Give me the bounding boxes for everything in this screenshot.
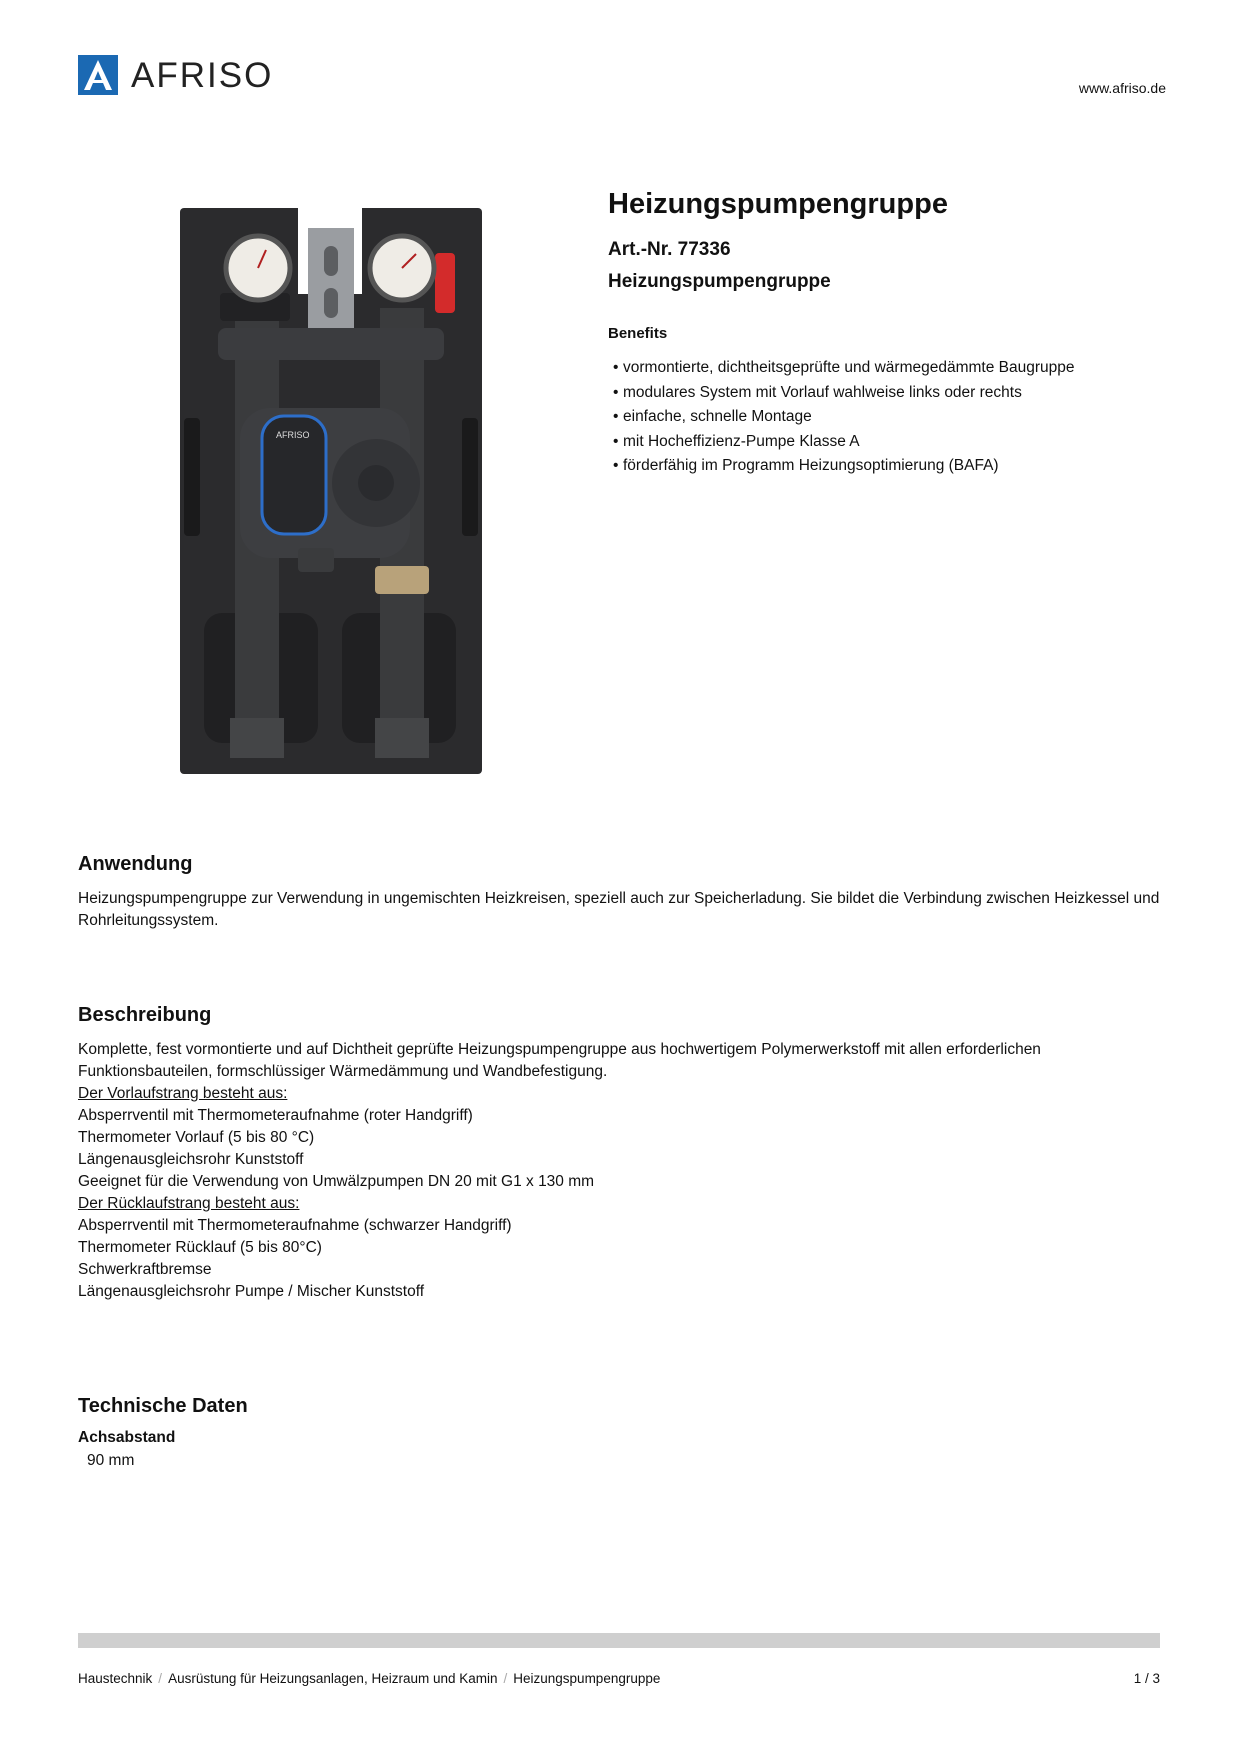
technische-daten-heading: Technische Daten — [78, 1395, 248, 1417]
breadcrumb-separator: / — [158, 1671, 163, 1686]
benefit-item: • modulares System mit Vorlauf wahlweise links oder rechts — [608, 381, 1074, 406]
breadcrumb-item-ausruestung[interactable]: Ausrüstung für Heizungsanlagen, Heizraum und Kamin — [168, 1671, 498, 1686]
breadcrumb — [78, 1671, 660, 1686]
beschreibung-text — [78, 1039, 1178, 1303]
benefit-item: • förderfähig im Programm Heizungsoptimierung (BAFA) — [608, 454, 1074, 479]
product-title: Heizungspumpengruppe — [608, 188, 948, 220]
achsabstand-value: 90 mm — [87, 1452, 135, 1469]
beschreibung-line: Komplette, fest vormontierte und auf Dichtheit geprüfte Heizungspumpengruppe aus hochwertigem Polymerwerkstoff mit allen erforderlichen — [78, 1041, 1041, 1058]
vorlauf-heading: Der Vorlaufstrang besteht aus: — [78, 1085, 288, 1102]
breadcrumb-item-current: Heizungspumpengruppe — [513, 1671, 661, 1686]
website-link[interactable]: www.afriso.de — [1078, 80, 1166, 96]
benefit-item: • einfache, schnelle Montage — [608, 405, 1074, 430]
benefit-item: • mit Hocheffizienz-Pumpe Klasse A — [608, 430, 1074, 455]
article-number: Art.-Nr. 77336 — [608, 239, 731, 260]
benefits-list — [608, 356, 1074, 479]
vorlauf-item: Thermometer Vorlauf (5 bis 80 °C) — [78, 1129, 315, 1146]
page-number: 1 / 3 — [1133, 1671, 1160, 1686]
vorlauf-item: Längenausgleichsrohr Kunststoff — [78, 1151, 304, 1168]
pump-brand-label: AFRISO — [276, 430, 310, 440]
ruecklauf-heading: Der Rücklaufstrang besteht aus: — [78, 1195, 300, 1212]
breadcrumb-separator: / — [503, 1671, 508, 1686]
anwendung-heading: Anwendung — [78, 853, 193, 875]
ruecklauf-item: Schwerkraftbremse — [78, 1261, 212, 1278]
benefit-item: • vormontierte, dichtheitsgeprüfte und wärmegedämmte Baugruppe — [608, 356, 1074, 381]
beschreibung-line: Funktionsbauteilen, formschlüssiger Wärmedämmung und Wandbefestigung. — [78, 1063, 608, 1080]
benefits-heading: Benefits — [608, 325, 668, 342]
beschreibung-heading: Beschreibung — [78, 1004, 212, 1026]
ruecklauf-item: Thermometer Rücklauf (5 bis 80°C) — [78, 1239, 322, 1256]
ruecklauf-item: Längenausgleichsrohr Pumpe / Mischer Kunststoff — [78, 1283, 425, 1300]
footer-divider — [78, 1633, 1160, 1648]
afriso-logo — [78, 55, 273, 95]
product-subtitle: Heizungspumpengruppe — [608, 271, 831, 292]
brand-name: AFRISO — [131, 55, 274, 95]
ruecklauf-item: Absperrventil mit Thermometeraufnahme (schwarzer Handgriff) — [78, 1217, 512, 1234]
breadcrumb-item-haustechnik[interactable]: Haustechnik — [78, 1671, 153, 1686]
product-image — [180, 208, 482, 774]
vorlauf-item: Geeignet für die Verwendung von Umwälzpumpen DN 20 mit G1 x 130 mm — [78, 1173, 595, 1190]
anwendung-text: Heizungspumpengruppe zur Verwendung in ungemischten Heizkreisen, speziell auch zur Speicherladung. Sie bildet die Verbindung zwischen Heizkessel und Rohrleitungssystem. — [78, 890, 1160, 929]
vorlauf-item: Absperrventil mit Thermometeraufnahme (roter Handgriff) — [78, 1107, 473, 1124]
afriso-logo-icon — [78, 55, 118, 95]
achsabstand-label: Achsabstand — [78, 1429, 176, 1446]
